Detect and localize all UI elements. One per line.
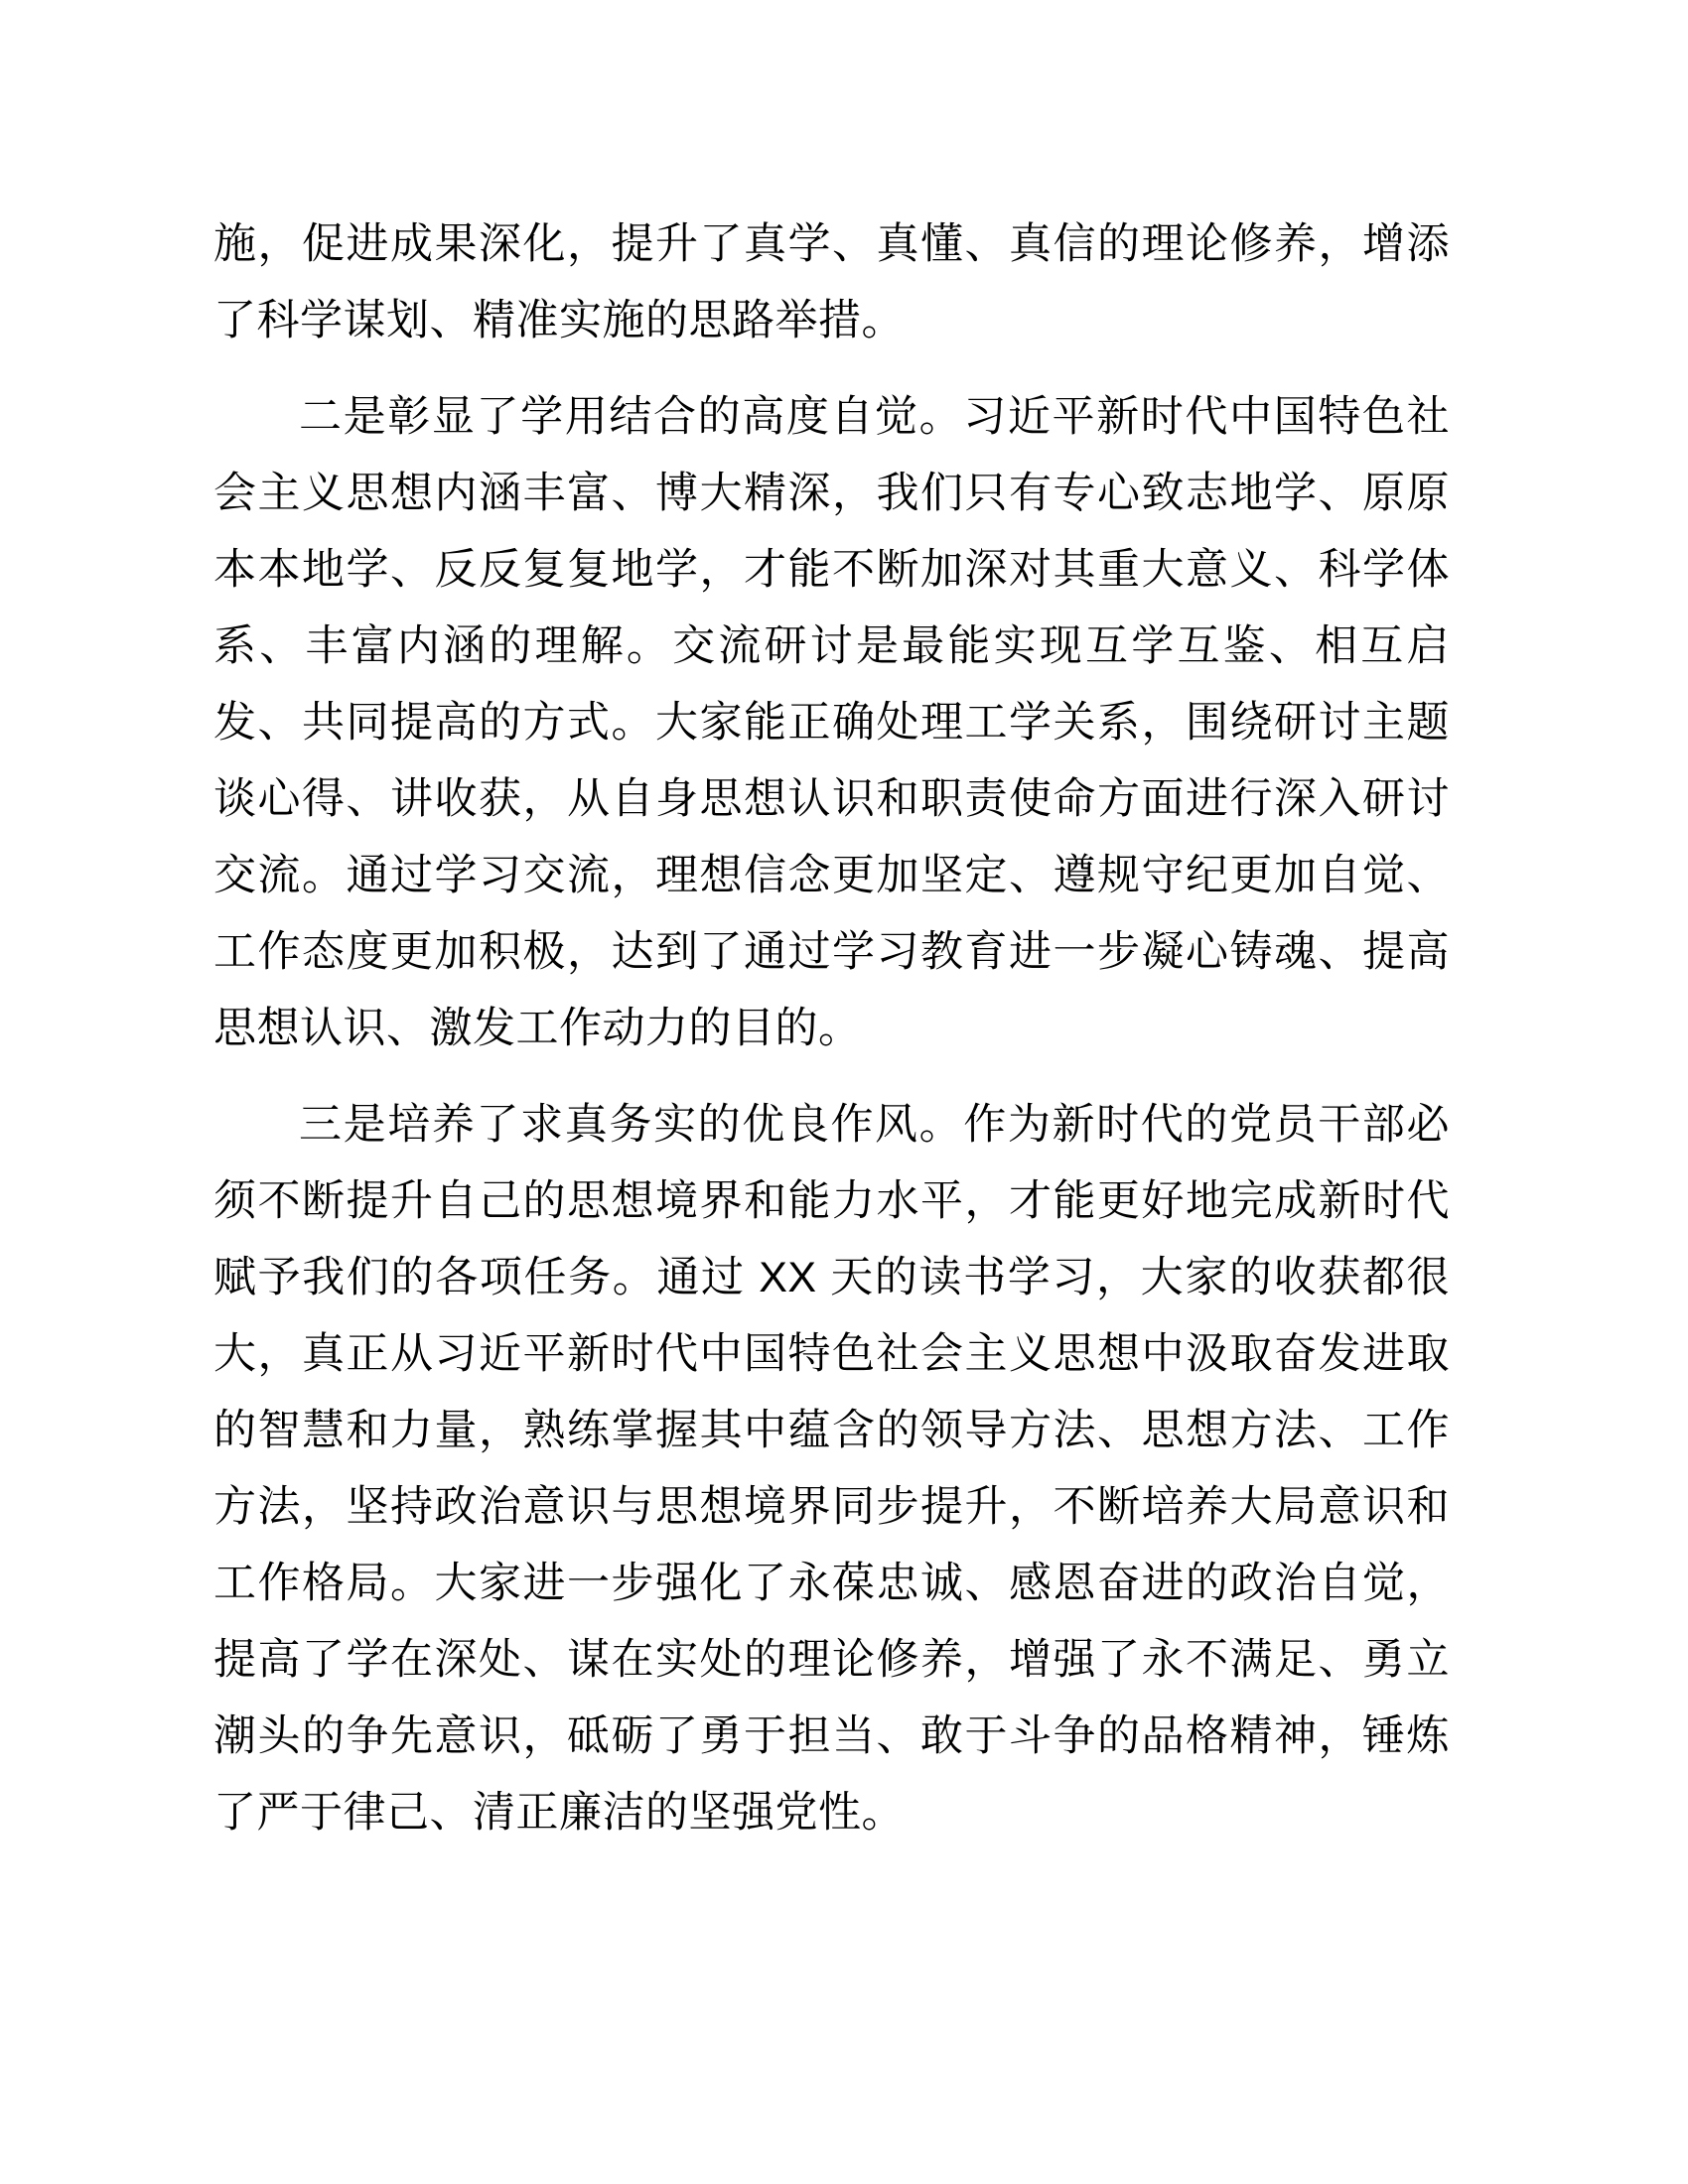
paragraph: 施，促进成果深化，提升了真学、真懂、真信的理论修养，增添了科学谋划、精准实施的思路举措。 [213,220,1450,344]
paragraph: 三是培养了求真务实的优良作风。作为新时代的党员干部必须不断提升自己的思想境界和能力水平，才能更好地完成新时代赋予我们的各项任务。通过 XX 天的读书学习，大家的收获都很大，真正从习近平新时代中国特色社会主义思想中汲取奋发进取的智慧和力量，熟练掌握其中蕴含的领导方法、思想方法、工作方法，坚持政治意识与思想境界同步提升，不断培养大局意识和工作格局。大家进一步强化了永葆忠诚、感恩奋进的政治自觉，提高了学在深处、谋在实处的理论修养，增强了永不满足、勇立潮头的争先意识，砥砺了勇于担当、敢于斗争的品格精神，锤炼了严于律己、清正廉洁的坚强党性。 [213,1101,1450,1837]
document-body [213,206,1450,1871]
paragraph: 二是彰显了学用结合的高度自觉。习近平新时代中国特色社会主义思想内涵丰富、博大精深，我们只有专心致志地学、原原本本地学、反反复复地学，才能不断加深对其重大意义、科学体系、丰富内涵的理解。交流研讨是最能实现互学互鉴、相互启发、共同提高的方式。大家能正确处理工学关系，围绕研讨主题谈心得、讲收获，从自身思想认识和职责使命方面进行深入研讨交流。通过学习交流，理想信念更加坚定、遵规守纪更加自觉、工作态度更加积极，达到了通过学习教育进一步凝心铸魂、提高思想认识、激发工作动力的目的。 [213,393,1450,1052]
